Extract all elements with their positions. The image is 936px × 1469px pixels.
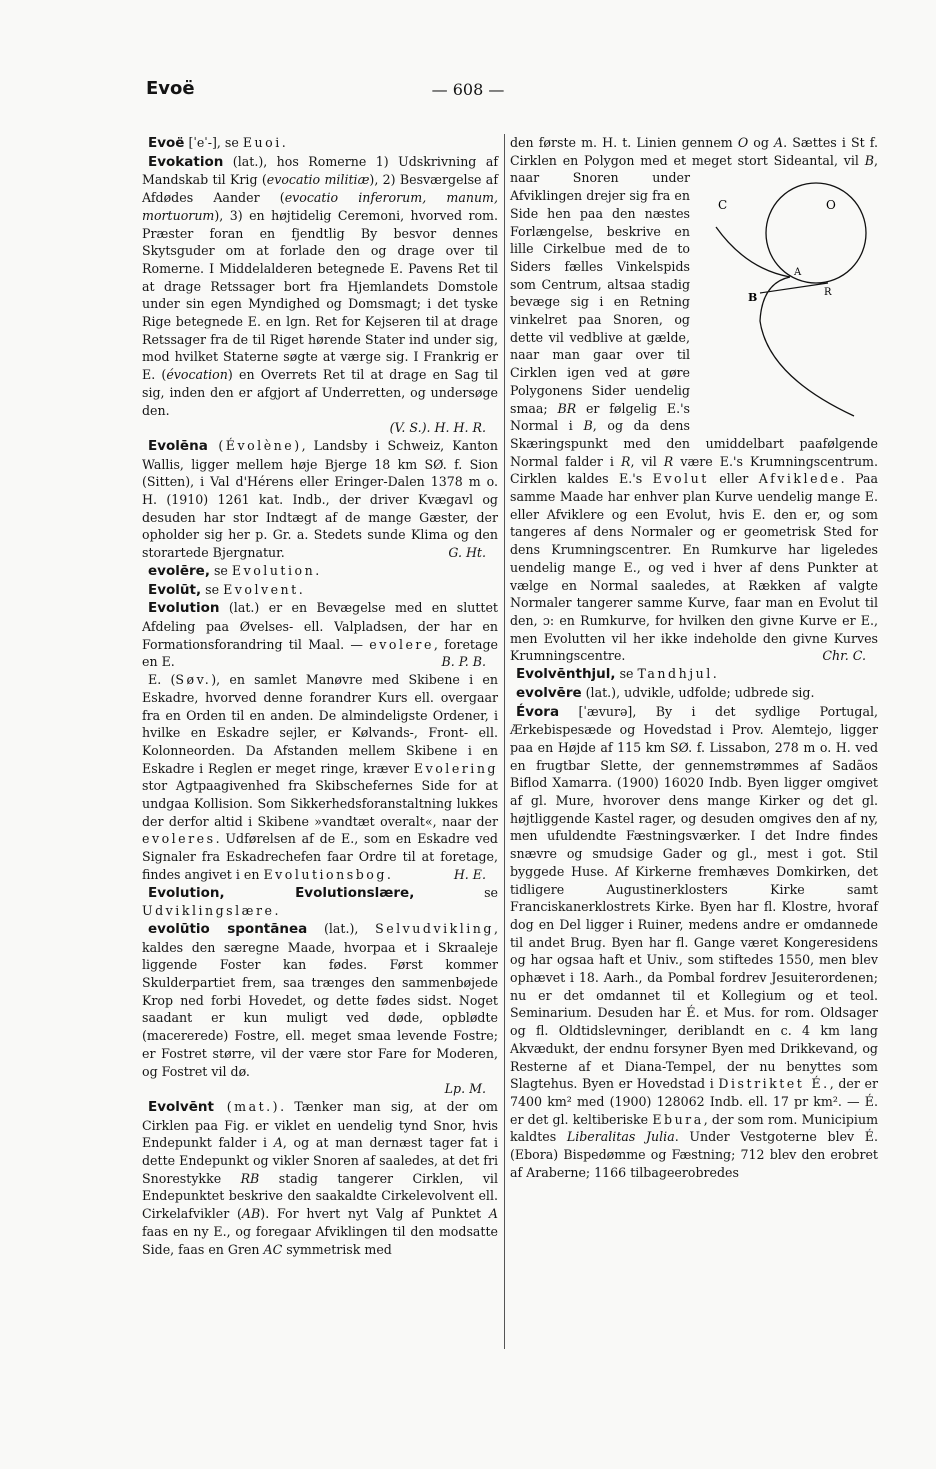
spaced-term: Søv. — [175, 672, 212, 688]
entry-text: [ˈeˈ-], se — [184, 135, 243, 150]
entry-text: (lat.), udvikle, udfolde; udbrede sig. — [581, 684, 815, 700]
latin-term: evocatio militiæ — [266, 172, 370, 188]
math-symbol: AB — [241, 1206, 261, 1222]
headword: Evoë — [148, 135, 185, 151]
entry-text: (lat.) er en Bevægelse med en sluttet Afdeling paa Øvelses- ell. Valpladsen, der har en Formationsforandring til Maal. — — [142, 600, 498, 652]
entry-text: , der er 7400 km² med (1900) 128062 Indb. ell. 17 pr km². — É. er det gl. keltiberiske — [510, 1076, 879, 1127]
entry-evolventhjul — [510, 665, 878, 684]
headword: evolēre, — [148, 562, 210, 579]
spaced-term: evolere — [369, 636, 434, 652]
label-o: O — [826, 198, 836, 213]
entry-text: se — [209, 562, 232, 578]
headword: Evolvēnt — [148, 1098, 214, 1115]
author-signature: Chr. C. — [822, 648, 866, 664]
entry-evoe — [142, 134, 498, 153]
place-name: (Évolène) — [207, 437, 302, 453]
entry-text: den første m. H. t. Linien gennem — [510, 135, 738, 150]
headword: Evokation — [148, 153, 224, 170]
entry-text: ), 3) en højtidelig Ceremoni, hvorved rom. Præster foran en fjendtlig By besvor dennes Skytsguder om at forlade den og drage over til Romerne. I Middelalderen betegnede E. Pavens Ret til at drage Retssager bort fra Hjemlandets Domstole under sin egen Myndighed og Domsmagt; i det tyske Rige betegnede E. en lgn. Ret for Kejseren til at drage Retssager fra de til Riget hørende Stater ind under sig, mod hvilket Staterne søgte at værge sig. I Frankrig er E. ( — [142, 207, 498, 383]
entry-text: se — [615, 666, 638, 682]
cross-reference: Tandhjul. — [637, 666, 720, 682]
entry-text: symmetrisk med — [282, 1241, 392, 1257]
subject-tag: (mat.) — [213, 1098, 281, 1114]
entry-text: . Under Vestgoterne blev É. (Ebora) Bispedømme og Fæstning; 712 blev den erobret af Araberne; 1166 tilbageerobredes — [510, 1129, 878, 1180]
latin-term: Liberalitas Julia — [566, 1129, 675, 1145]
spaced-term: Afviklede — [758, 471, 841, 487]
entry-text: , vil — [630, 453, 664, 469]
cross-reference: Evolution. — [231, 562, 322, 578]
entry-text: , naar Snoren under Afviklingen drejer sig fra en Side hen paa den næstes Forlængelse, beskrive en lille Cirkelbue med de to Siders fælles Vinkelspids som Centrum, altsaa stadig bevæge sig i en Retning vinkelret paa Snoren, og dette vil vedblive at gælde, naar man gaar over til Cirklen igen ved at gøre Polygonens Sider uendelig smaa; — [510, 152, 878, 416]
spaced-term: Evolutionsbog. — [263, 866, 394, 882]
left-column — [142, 134, 498, 1258]
running-headword: Evoë — [146, 78, 195, 99]
entry-evolvent-continued — [510, 134, 878, 665]
right-column — [510, 134, 878, 1181]
entry-evolvent — [142, 1098, 498, 1258]
entry-text: og — [748, 135, 775, 150]
entry-evolutio-spontanea — [142, 920, 498, 1098]
label-r: R — [824, 287, 832, 299]
author-signature: G. Ht. — [448, 545, 486, 561]
math-symbol: R — [663, 453, 674, 469]
math-symbol: RB — [240, 1170, 260, 1186]
math-symbol: A — [774, 135, 784, 150]
cross-reference: Euoi. — [242, 135, 289, 150]
entry-text: er følgelig E.'s Normal i — [510, 400, 690, 434]
latin-term: evocatio inferorum, manum, mortuorum — [142, 190, 499, 223]
french-term: évocation — [166, 367, 228, 383]
entry-text: , der som rom. Municipium kaldtes — [510, 1111, 879, 1145]
math-symbol: R — [621, 453, 631, 469]
entry-evolutionslaere — [142, 884, 498, 920]
evolvent-diagram — [696, 171, 884, 419]
math-symbol: O — [737, 135, 749, 150]
entry-text: ) en Overrets Ret til at drage en Sag til sig, inden den er afgjort af Underretten, og undersøge den. — [142, 367, 498, 418]
author-signature: B. P. B. — [441, 654, 486, 670]
math-symbol: A — [273, 1135, 283, 1151]
entry-evora — [510, 703, 878, 1182]
entry-evokation — [142, 153, 498, 437]
entry-evolut — [142, 581, 498, 600]
entry-text: , foretage en E. — [142, 636, 498, 670]
spaced-term: Selvudvikling — [375, 920, 494, 936]
entry-text: . Sættes i St f. Cirklen en Polygon med et meget stort Sideantal, vil — [510, 135, 879, 168]
page-number: — 608 — — [431, 80, 505, 99]
headword: Evolution — [148, 600, 220, 617]
entry-text: (lat.), hos Romerne 1) Udskrivning af Mandskab til Krig ( — [142, 153, 498, 188]
entry-evolution — [142, 599, 498, 671]
cross-reference: Evolvent. — [223, 581, 306, 597]
author-signature: (V. S.). H. H. R. — [389, 420, 486, 436]
entry-text: se — [414, 884, 498, 900]
headword: evolūtio spontānea — [148, 920, 308, 937]
spaced-term: Evolering — [413, 760, 498, 776]
evolvent-branch-ab — [760, 277, 854, 416]
cross-reference: Udviklingslære. — [142, 903, 281, 919]
math-symbol: B — [583, 418, 593, 434]
entry-text: ), en samlet Manøvre med Skibene i en Eskadre, hvorved denne forandrer Kurs ell. overgaar fra en Orden til en anden. De almindeligste Ordener, i hvilke en Eskadre sejler, er Kølvands-, Front- ell. Kolonneorden. Da Afstanden mellem Skibene i en Eskadre i Reglen er meget ringe, kræver — [142, 672, 498, 776]
headword: Evolēna — [148, 437, 208, 454]
entry-text: , og da dens Skæringspunkt med den umiddelbart paafølgende Normal falder i — [510, 418, 878, 469]
evolvent-figure — [696, 171, 884, 419]
evolvent-branch-ac — [716, 227, 790, 277]
entry-text: E. ( — [148, 672, 176, 688]
math-symbol: B — [864, 152, 874, 168]
entry-text: faas en ny E., og foregaar Afviklingen til den modsatte Side, faas en Gren — [142, 1223, 498, 1257]
label-c: C — [718, 198, 728, 213]
entry-evolution-naval — [142, 671, 498, 883]
column-divider — [504, 134, 505, 1349]
entry-text: [ˈævurə], By i det sydlige Portugal, Ærkebispesæde og Hovedstad i Prov. Alemtejo, ligger paa en Højde af 115 km SØ. f. Lissabon, 278 m o. H. ved en frugtbar Slette, der gennemstrømmes af Sadãos Biflod Xamarra. (1900) 16020 Indb. Byen ligger omgivet af gl. Mure, hvorover dens mange Kirker og det gl. højtliggende Kastel rager, og desuden omgives den af ny, men ufuldendte Fæstningsværker. I det Indre findes snævre og smudsige Gader og gl., mest i got. Stil byggede Huse. Af Kirkerne fremhæves Domkirken, det tidligere Augustinerklosters Kirke samt Franciskanerklostrets Kirke. Byen har fl. Klostre, hvoraf dog en Del ligger i Ruiner, medens andre er omdannede til andet Brug. Byen har fl. Gange været Kongeresidens og har ogsaa haft et Univ., som stiftedes 1550, men blev ophævet i 18. Aarh., da Pombal fordrev Jesuiterordenen; nu er det omdannet til et Kollegium og et teol. Seminarium. Desuden har É. et Mus. for rom. Oldsager og fl. Oldtidslevninger, deriblandt en c. 4 km lang Akvædukt, der endnu forsyner Byen med Drikkevand, og Resterne af et Diana-Tempel, der nu benyttes som Slagtehus. Byen er Hovedstad i — [510, 703, 878, 1092]
math-symbol: BR — [557, 400, 577, 416]
label-b: B — [748, 291, 758, 305]
math-symbol: A — [488, 1206, 498, 1222]
author-signature: H. E. — [453, 866, 486, 882]
entry-text: . Udførelsen af de E., som en Eskadre ved Signaler fra Eskadrechefen faar Ordre til at foretage, findes angivet i en — [142, 831, 498, 882]
spaced-term: evoleres — [142, 831, 216, 847]
entry-text: se — [201, 581, 224, 597]
entry-text: , Landsby i Schweiz, Kanton Wallis, ligger mellem høje Bjerge 18 km SØ. f. Sion (Sitten), i Val d'Hérens eller Eringer-Dalen 1378 m o. H. (1910) 1261 kat. Indb., der driver Kvægavl og desuden har stor Indtægt af de mange Gæster, der opholder sig her p. Gr. a. Stedets sunde Klima og den storartede Bjergnatur. — [142, 437, 498, 561]
spaced-term: Evolut — [652, 471, 709, 487]
entry-text: . Tænker man sig, at der om Cirklen paa Fig. er viklet en uendelig tynd Snor, hvis Endepunkt falder i — [142, 1098, 498, 1151]
headword: Evolūt, — [148, 581, 202, 598]
page-header — [0, 78, 936, 106]
entry-text: , og at man dernæst tager fat i dette Endepunkt og vikler Snoren af saaledes, at det fri Snorestykke — [142, 1135, 498, 1186]
spaced-term: Ebura — [652, 1111, 704, 1127]
math-symbol: AC — [263, 1241, 283, 1257]
headword: Evolvēnthjul, — [516, 666, 616, 683]
entry-text: (lat.), — [307, 920, 376, 936]
headword: Evolution, Evolutionslære, — [148, 884, 415, 901]
entry-text: ). For hvert nyt Valg af Punktet — [260, 1206, 489, 1222]
entry-text: , kaldes den særegne Maade, hvorpaa et i Skraaleje liggende Foster kan fødes. Først kommer Skulderpartiet frem, saa trænges den sammenbøjede Krop ned forbi Hovedet, og dette fødes sidst. Noget saadant er kun muligt ved døde, opblødte (macererede) Fostre, ell. meget smaa levende Fostre; er Fostret større, vil der være stor Fare for Moderen, og Fostret vil dø. — [142, 920, 498, 1079]
base-circle — [766, 183, 866, 283]
entry-text: stor Agtpaagivenhed fra Skibschefernes Side for at undgaa Kollision. Som Sikkerhedsforanstaltning lukkes der derfor altid i Skibene »vandtæt overalt«, naar der — [142, 778, 498, 829]
label-a: A — [794, 267, 802, 279]
headword: Évora — [516, 703, 560, 720]
entry-text: ), 2) Besværgelse af Afdødes Aander ( — [142, 172, 498, 206]
spaced-term: Distriktet É. — [718, 1076, 830, 1092]
entry-evolvere — [510, 684, 878, 703]
entry-evolena — [142, 437, 498, 562]
headword: evolvēre — [516, 684, 582, 701]
entry-text: eller — [708, 471, 759, 487]
entry-text: være E.'s Krumningscentrum. Cirklen kaldes E.'s — [510, 453, 878, 487]
entry-evolere — [142, 562, 498, 581]
author-signature: Lp. M. — [444, 1081, 486, 1097]
entry-text: . Paa samme Maade har enhver plan Kurve uendelig mange E. eller Afviklere og een Evolut, hvis E. den er, og som tangeres af dens Normaler og er geometrisk Sted for dens Krumningscentrer. En Rumkurve har ligeledes uendelig mange E., og ved i hver af dens Punkter at vælge en Normal saaledes, at Rækken af valgte Normaler tangerer samme Kurve, faar man en Evolut til den, ɔ: en Rumkurve, for hvilken den givne Kurve er E., men Evolutten vil her ikke indeholde den givne Kurves Krumningscentre. — [510, 471, 878, 664]
entry-text: stadig tangerer Cirklen, vil Endepunktet beskrive den saakaldte Cirkelevolvent ell. Cirkelafvikler ( — [142, 1170, 498, 1222]
